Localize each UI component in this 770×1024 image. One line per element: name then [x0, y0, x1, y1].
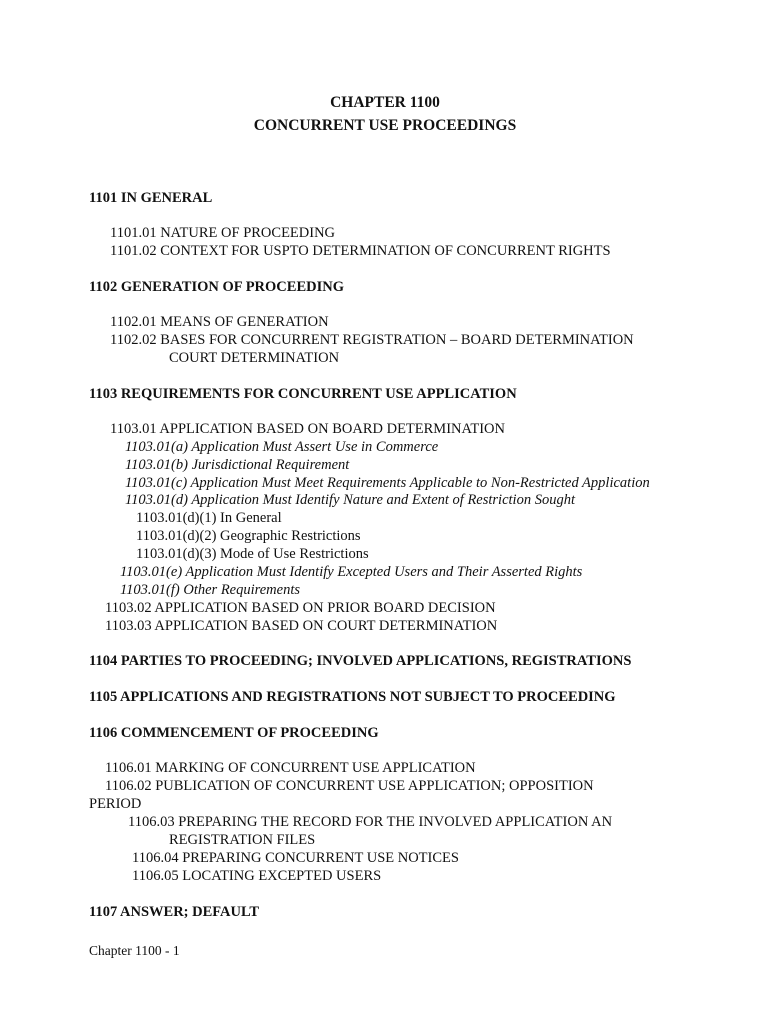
toc-entry-1103-03: 1103.03 APPLICATION BASED ON COURT DETERMINATION: [105, 618, 498, 634]
toc-entry-1101-01: 1101.01 NATURE OF PROCEEDING: [110, 225, 336, 241]
toc-entry-1103-01-d-1: 1103.01(d)(1) In General: [136, 510, 282, 526]
toc-entry-1103-02: 1103.02 APPLICATION BASED ON PRIOR BOARD DECISION: [105, 600, 496, 616]
toc-entry-1103-01-f: 1103.01(f) Other Requirements: [120, 582, 301, 598]
toc-section-1105: 1105 APPLICATIONS AND REGISTRATIONS NOT SUBJECT TO PROCEEDING: [89, 689, 616, 705]
toc-entry-1103-01-c: 1103.01(c) Application Must Meet Requirements Applicable to Non-Restricted Application: [125, 475, 650, 491]
toc-entry-1106-01: 1106.01 MARKING OF CONCURRENT USE APPLICATION: [105, 760, 476, 776]
toc-entry-1103-01-d-3: 1103.01(d)(3) Mode of Use Restrictions: [136, 546, 369, 562]
toc-entry-1102-02-cont: COURT DETERMINATION: [169, 350, 340, 366]
toc-entry-1103-01-d-2: 1103.01(d)(2) Geographic Restrictions: [136, 528, 361, 544]
toc-entry-1106-05: 1106.05 LOCATING EXCEPTED USERS: [132, 868, 382, 884]
toc-entry-1106-02-cont: PERIOD: [89, 796, 142, 812]
toc-entry-1102-01: 1102.01 MEANS OF GENERATION: [110, 314, 329, 330]
toc-section-1102: 1102 GENERATION OF PROCEEDING: [89, 279, 344, 295]
toc-entry-1103-01-e: 1103.01(e) Application Must Identify Excepted Users and Their Asserted Rights: [120, 564, 583, 580]
toc-entry-1103-01-a: 1103.01(a) Application Must Assert Use in Commerce: [125, 439, 439, 455]
page-footer: Chapter 1100 - 1: [89, 943, 180, 958]
toc-entry-1102-02: 1102.02 BASES FOR CONCURRENT REGISTRATION – BOARD DETERMINATION: [110, 332, 634, 348]
toc-entry-1101-02: 1101.02 CONTEXT FOR USPTO DETERMINATION OF CONCURRENT RIGHTS: [110, 243, 611, 259]
toc-entry-1106-04: 1106.04 PREPARING CONCURRENT USE NOTICES: [132, 850, 459, 866]
chapter-subtitle: CONCURRENT USE PROCEEDINGS: [253, 117, 517, 134]
toc-section-1106: 1106 COMMENCEMENT OF PROCEEDING: [89, 725, 379, 741]
toc-entry-1106-03: 1106.03 PREPARING THE RECORD FOR THE INVOLVED APPLICATION AN: [128, 814, 613, 830]
toc-entry-1106-03-cont: REGISTRATION FILES: [169, 832, 316, 848]
toc-entry-1106-02: 1106.02 PUBLICATION OF CONCURRENT USE APPLICATION; OPPOSITION: [105, 778, 594, 794]
toc-section-1103: 1103 REQUIREMENTS FOR CONCURRENT USE APPLICATION: [89, 386, 517, 402]
toc-entry-1103-01-b: 1103.01(b) Jurisdictional Requirement: [125, 457, 350, 473]
toc-section-1104: 1104 PARTIES TO PROCEEDING; INVOLVED APPLICATIONS, REGISTRATIONS: [89, 653, 632, 669]
toc-section-1107: 1107 ANSWER; DEFAULT: [89, 904, 260, 920]
toc-entry-1103-01-d: 1103.01(d) Application Must Identify Nature and Extent of Restriction Sought: [125, 492, 575, 508]
chapter-title: CHAPTER 1100: [330, 94, 440, 111]
toc-section-1101: 1101 IN GENERAL: [89, 190, 213, 206]
toc-entry-1103-01: 1103.01 APPLICATION BASED ON BOARD DETERMINATION: [110, 421, 505, 437]
